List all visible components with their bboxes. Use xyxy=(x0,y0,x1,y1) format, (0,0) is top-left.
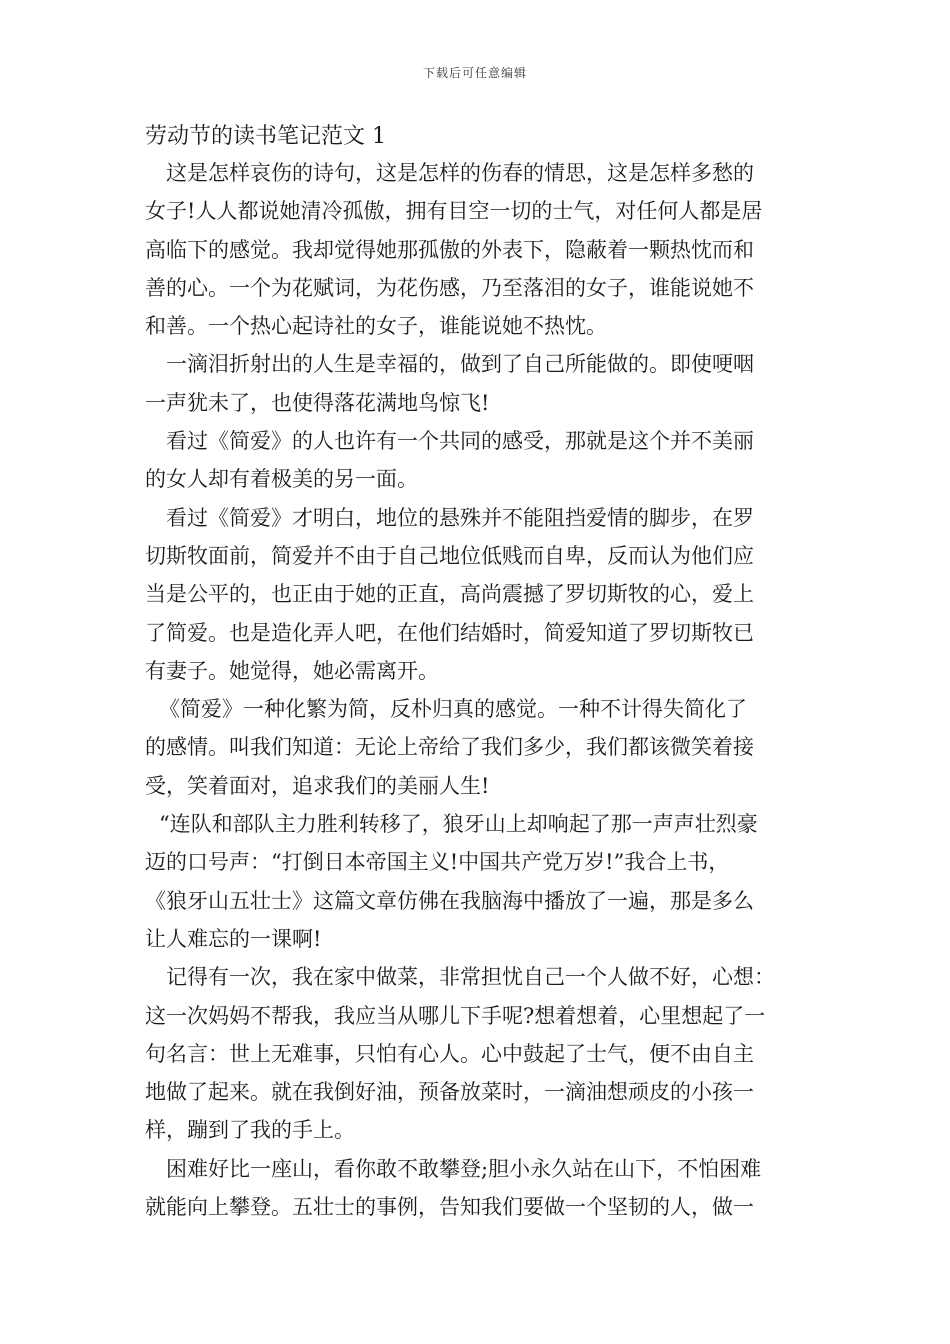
text-line: 这是怎样哀伤的诗句，这是怎样的伤春的情思，这是怎样多愁的 xyxy=(166,161,754,185)
text-line: 让人难忘的一课啊! xyxy=(145,926,322,951)
text-line: “连队和部队主力胜利转移了，狼牙山上却响起了那一声声壮烈豪 xyxy=(159,812,758,837)
text-line: 当是公平的，也正由于她的正直，高尚震撼了罗切斯牧的心，爱上 xyxy=(145,582,754,607)
document-title: 劳动节的读书笔记范文 1 xyxy=(145,124,386,149)
text-line: 善的心。一个为花赋词，为花伤感，乃至落泪的女子，谁能说她不 xyxy=(145,275,754,300)
text-line: 迈的口号声：“打倒日本帝国主义!中国共产党万岁!”我合上书， xyxy=(145,850,730,875)
paragraph-8 xyxy=(145,1150,807,1227)
text-line: 和善。一个热心起诗社的女子，谁能说她不热忱。 xyxy=(145,314,607,339)
paragraph-5 xyxy=(145,690,807,805)
text-line: 看过《简爱》才明白，地位的悬殊并不能阻挡爱情的脚步，在罗 xyxy=(166,505,754,530)
document-body xyxy=(145,154,807,1226)
text-line: 女子!人人都说她清冷孤傲，拥有目空一切的士气，对任何人都是居 xyxy=(145,199,763,224)
text-line: 样，蹦到了我的手上。 xyxy=(145,1118,355,1143)
text-line: 困难好比一座山，看你敢不敢攀登;胆小永久站在山下，不怕困难 xyxy=(166,1156,762,1181)
text-line: 地做了起来。就在我倒好油，预备放菜时，一滴油想顽皮的小孩一 xyxy=(145,1080,754,1105)
text-line: 切斯牧面前，简爱并不由于自己地位低贱而自卑，反而认为他们应 xyxy=(145,543,754,568)
paragraph-7 xyxy=(145,958,807,1149)
paragraph-2 xyxy=(145,345,807,422)
text-line: 这一次妈妈不帮我，我应当从哪儿下手呢?想着想着，心里想起了一 xyxy=(145,1003,766,1028)
text-line: 有妻子。她觉得，她必需离开。 xyxy=(145,658,439,683)
text-line: 《简爱》一种化繁为简，反朴归真的感觉。一种不计得失简化了 xyxy=(159,697,747,722)
text-line: 《狼牙山五壮士》这篇文章仿佛在我脑海中播放了一遍，那是多么 xyxy=(145,888,754,913)
page-header-note: 下载后可任意编辑 xyxy=(422,66,527,80)
text-line: 记得有一次，我在家中做菜，非常担忧自己一个人做不好，心想： xyxy=(166,965,775,990)
paragraph-1 xyxy=(145,154,807,345)
text-line: 的女人却有着极美的另一面。 xyxy=(145,467,418,492)
text-line: 就能向上攀登。五壮士的事例，告知我们要做一个坚韧的人，做一 xyxy=(145,1195,754,1220)
text-line: 看过《简爱》的人也许有一个共同的感受，那就是这个并不美丽 xyxy=(166,429,754,454)
text-line: 了简爱。也是造化弄人吧，在他们结婚时，简爱知道了罗切斯牧已 xyxy=(145,620,754,645)
text-line: 句名言：世上无难事，只怕有心人。心中鼓起了士气，便不由自主 xyxy=(145,1041,754,1066)
text-line: 一滴泪折射出的人生是幸福的，做到了自己所能做的。即使哽咽 xyxy=(166,352,754,377)
text-line: 一声犹未了，也使得落花满地鸟惊飞! xyxy=(145,390,490,415)
text-line: 的感情。叫我们知道：无论上帝给了我们多少，我们都该微笑着接 xyxy=(145,735,754,760)
paragraph-4 xyxy=(145,499,807,690)
text-line: 受，笑着面对，追求我们的美丽人生! xyxy=(145,773,490,798)
paragraph-6 xyxy=(145,805,807,958)
paragraph-3 xyxy=(145,422,807,499)
text-line: 高临下的感觉。我却觉得她那孤傲的外表下，隐蔽着一颗热忱而和 xyxy=(145,237,754,262)
